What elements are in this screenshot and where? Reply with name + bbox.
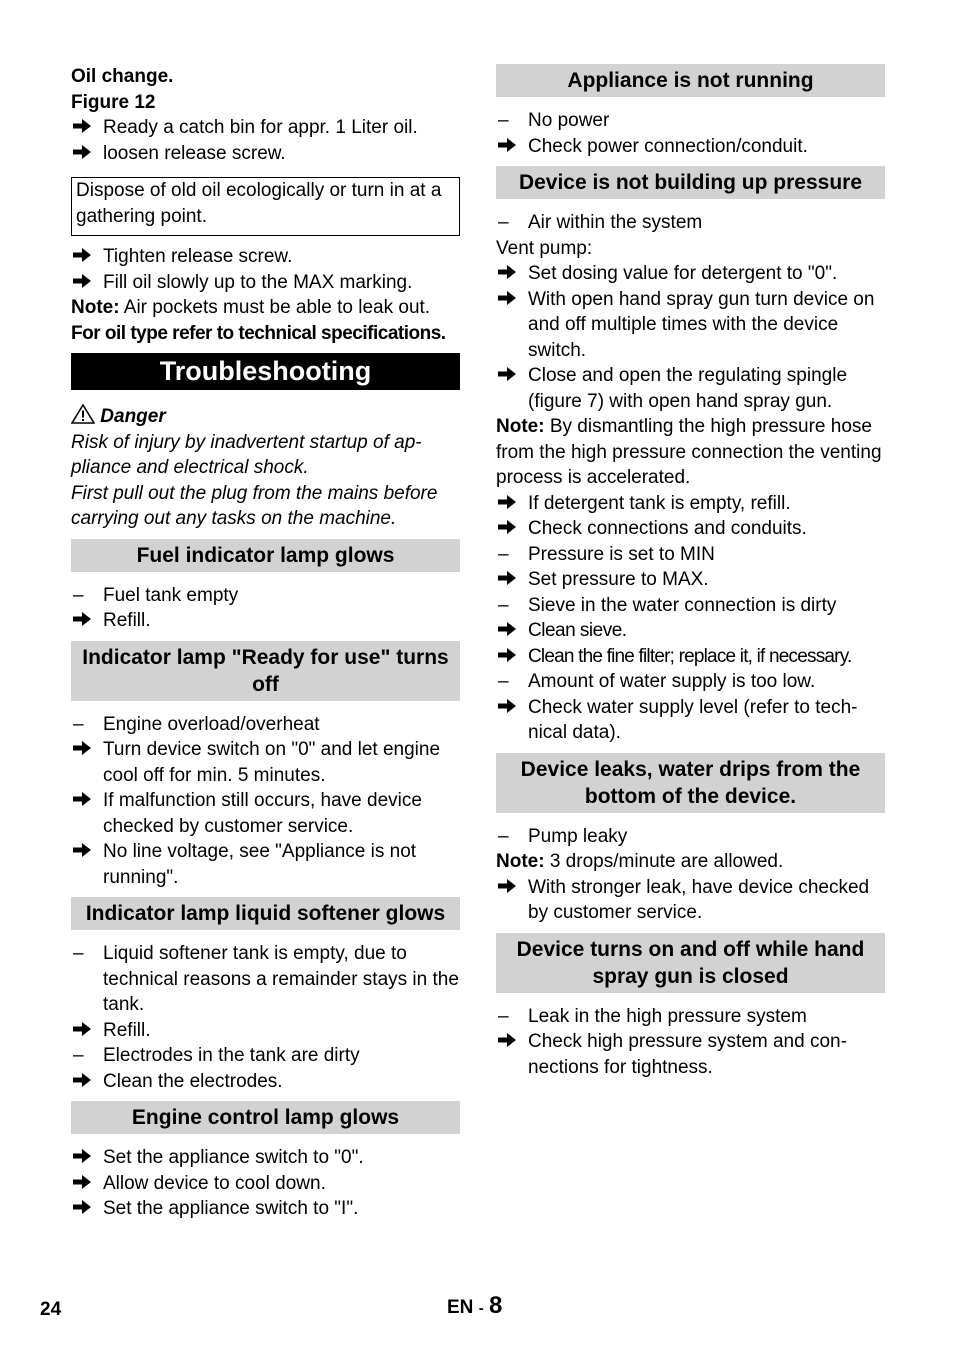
right-arrow-icon [72, 141, 96, 167]
list-item: Set dosing value for detergent to "0". [496, 261, 885, 287]
oil-type-note: For oil type refer to technical specifications. [71, 322, 446, 344]
oil-change-heading: Oil change. [71, 66, 174, 87]
dash-marker: – [73, 1045, 84, 1066]
dash-marker: – [498, 212, 509, 233]
leak-header: Device leaks, water drips from the bottom of the device. [496, 753, 885, 813]
list-item: – Sieve in the water connection is dirty [496, 593, 885, 619]
danger-text-2: First pull out the plug from the mains before carrying out any tasks on the machine. [71, 482, 438, 529]
right-arrow-icon [72, 115, 96, 141]
right-arrow-icon [72, 839, 96, 865]
list-item: Set the appliance switch to "0". [71, 1145, 460, 1171]
list-item: Refill. [71, 1018, 460, 1044]
list-item: Allow device to cool down. [71, 1171, 460, 1197]
right-arrow-icon [497, 287, 521, 313]
list-item: Clean sieve. [496, 618, 885, 644]
list-item: Tighten release screw. [71, 244, 460, 270]
list-item: No line voltage, see "Appliance is not running". [71, 839, 460, 890]
engine-lamp-header: Engine control lamp glows [71, 1101, 460, 1134]
fuel-indicator-header: Fuel indicator lamp glows [71, 539, 460, 572]
dispose-note-box: Dispose of old oil ecologically or turn in at a gathering point. [71, 177, 460, 236]
list-item: – Amount of water supply is too low. [496, 669, 885, 695]
danger-text-1: Risk of injury by inadvertent startup of ap- pliance and electrical shock. [71, 431, 422, 478]
list-item: Set the appliance switch to "I". [71, 1196, 460, 1222]
warning-triangle-icon [71, 406, 95, 427]
right-arrow-icon [497, 261, 521, 287]
list-item: If malfunction still occurs, have device checked by customer service. [71, 788, 460, 839]
right-arrow-icon [497, 618, 521, 644]
troubleshooting-title: Troubleshooting [71, 353, 460, 390]
right-arrow-icon [497, 134, 521, 160]
list-item: Check power connection/conduit. [496, 134, 885, 160]
list-item: Clean the electrodes. [71, 1069, 460, 1095]
list-item: – Fuel tank empty [71, 583, 460, 609]
dash-marker: – [73, 713, 84, 735]
list-item: – Pump leaky [496, 824, 885, 850]
figure-label: Figure 12 [71, 91, 156, 113]
softener-lamp-header: Indicator lamp liquid softener glows [71, 897, 460, 930]
right-arrow-icon [497, 491, 521, 517]
page-number: 24 [40, 1299, 62, 1320]
right-arrow-icon [72, 788, 96, 814]
list-item: – Liquid softener tank is empty, due to technical reasons a remainder stays in the tank. [73, 943, 459, 1015]
right-arrow-icon [497, 516, 521, 542]
right-arrow-icon [497, 567, 521, 593]
list-item: Close and open the regulating spingle (figure 7) with open hand spray gun. [496, 363, 885, 414]
danger-label: Danger [71, 404, 460, 430]
right-arrow-icon [72, 244, 96, 270]
list-item: Fill oil slowly up to the MAX marking. [71, 270, 460, 296]
not-running-header: Appliance is not running [496, 64, 885, 97]
list-item: With stronger leak, have device checked by customer service. [496, 875, 885, 926]
dash-marker: – [73, 943, 84, 964]
right-arrow-icon [72, 1171, 96, 1197]
list-item: Turn device switch on "0" and let engine cool off for min. 5 minutes. [71, 737, 460, 788]
dash-marker: – [498, 594, 509, 616]
right-arrow-icon [72, 1018, 96, 1044]
right-arrow-icon [497, 644, 521, 670]
list-item: Check high pressure system and con- nections for tightness. [496, 1029, 885, 1080]
dash-marker: – [498, 671, 509, 692]
right-arrow-icon [72, 737, 96, 763]
list-item: Refill. [71, 608, 460, 634]
list-item: Ready a catch bin for appr. 1 Liter oil. [71, 115, 460, 141]
list-item: – Pressure is set to MIN [496, 542, 885, 568]
list-item: Check water supply level (refer to tech- nical data). [496, 695, 885, 746]
right-column [496, 64, 885, 1080]
right-arrow-icon [497, 1029, 521, 1055]
list-item: – Leak in the high pressure system [496, 1004, 885, 1030]
no-pressure-header: Device is not building up pressure [496, 166, 885, 199]
section-page-label: EN - 8 [447, 1292, 503, 1319]
list-item: – Air within the system [496, 210, 885, 236]
right-arrow-icon [72, 1069, 96, 1095]
list-item: – Engine overload/overheat [71, 712, 460, 738]
list-item: – No power [496, 108, 885, 134]
dash-marker: – [498, 1005, 509, 1027]
list-item: loosen release screw. [71, 141, 460, 167]
drops-note: Note: 3 drops/minute are allowed. [496, 851, 784, 872]
dash-marker: – [498, 110, 509, 131]
air-pocket-note: Note: Air pockets must be able to leak out. [71, 297, 431, 318]
right-arrow-icon [497, 363, 521, 389]
vent-pump-label: Vent pump: [496, 237, 593, 259]
dash-marker: – [498, 825, 509, 847]
list-item: Check connections and conduits. [496, 516, 885, 542]
list-item: Clean the fine filter; replace it, if necessary. [496, 644, 885, 670]
left-column [71, 64, 460, 1222]
dash-marker: – [498, 543, 509, 565]
right-arrow-icon [72, 1196, 96, 1222]
right-arrow-icon [497, 695, 521, 721]
right-arrow-icon [72, 608, 96, 634]
right-arrow-icon [72, 1145, 96, 1171]
list-item: – Electrodes in the tank are dirty [71, 1043, 460, 1069]
list-item: If detergent tank is empty, refill. [496, 491, 885, 517]
on-off-header: Device turns on and off while hand spray gun is closed [496, 933, 885, 993]
ready-lamp-header: Indicator lamp "Ready for use" turns off [71, 641, 460, 701]
venting-note: Note: By dismantling the high pressure hose from the high pressure connection the venting process is accelerated. [496, 416, 882, 488]
right-arrow-icon [72, 270, 96, 296]
list-item: With open hand spray gun turn device on and off multiple times with the device switch. [496, 287, 885, 364]
list-item: Set pressure to MAX. [496, 567, 885, 593]
right-arrow-icon [497, 875, 521, 901]
dash-marker: – [73, 584, 84, 606]
